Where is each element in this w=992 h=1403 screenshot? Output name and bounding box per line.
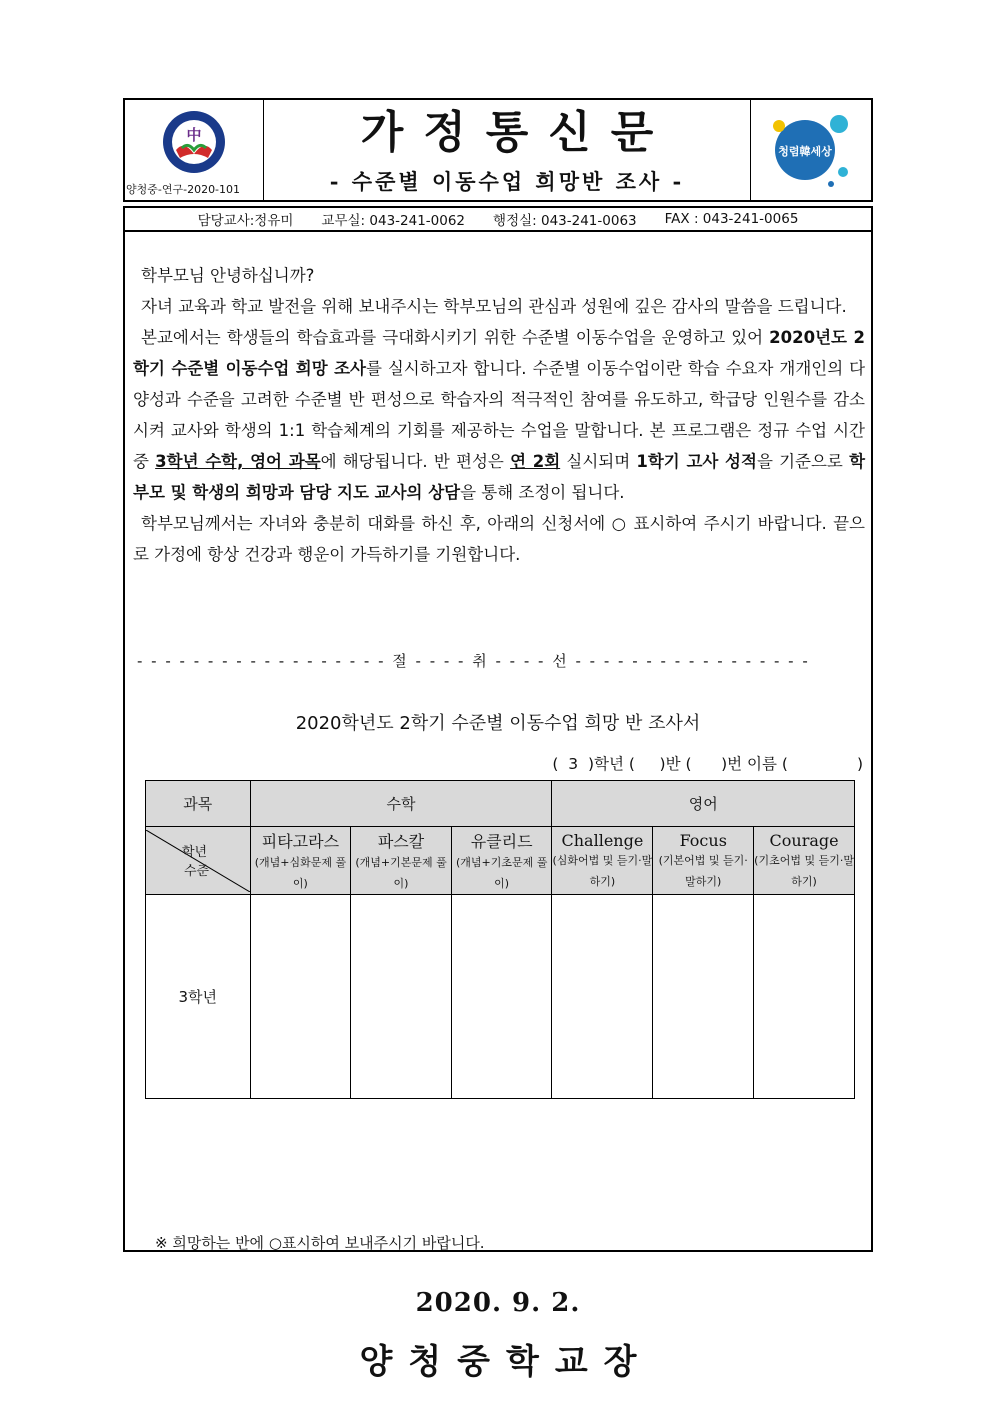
page-subtitle: - 수준별 이동수업 희망반 조사 - <box>329 169 685 194</box>
course-pascal: 파스칼 (개념+기본문제 풀이) <box>351 827 452 895</box>
choice-pascal[interactable] <box>351 895 452 1099</box>
frequency-highlight: 연 2회 <box>510 452 561 471</box>
survey-table <box>145 780 855 1099</box>
cut-line: - - - - - - - - - - - - - - - - - - 절 - - - - 취 - - - - 선 - - - - - - - - - - - - - - - - - <box>137 652 810 670</box>
doc-code: 양청중-연구-2020-101 <box>126 183 241 196</box>
document-frame <box>123 98 873 1382</box>
survey-highlight: 2020년도 2학기 수준별 이동수업 희망 조사 <box>133 328 865 378</box>
form-title: 2020학년도 2학기 수준별 이동수업 희망 반 조사서 <box>295 713 701 734</box>
office-phone: 교무실: 043-241-0062 <box>321 213 466 229</box>
paragraph-2: 본교에서는 학생들의 학습효과를 극대화시키기 위한 수준별 이동수업을 운영하고 있어 2020년도 2학기 수준별 이동수업 희망 조사를 실시하고자 합니다. 수준별 이동수업이란 학습 수요자 개개인의 다양성과 수준을 고려한 수준별 반 편성으로 학습자의 적극적인 참여를 유도하고, 학급당 인원수를 감소시켜 교사와 학생의 1:1 학습체계의 기회를 제공하는 수업을 말합니다. 본 프로그램은 정규 수업 시간 중 3학년 수학, 영어 과목에 해당됩니다. 반 편성은 연 2회 실시되며 1학기 고사 성적을 기준으로 학부모 및 학생의 희망과 담당 지도 교사의 상담을 통해 조정이 됩니다. <box>133 328 866 502</box>
teacher-label: 담당교사:정유미 <box>197 213 294 229</box>
choice-focus[interactable] <box>653 895 754 1099</box>
letter-body <box>133 260 865 570</box>
choice-pythagoras[interactable] <box>250 895 351 1099</box>
choice-challenge[interactable] <box>552 895 653 1099</box>
paragraph-3: 학부모님께서는 자녀와 충분히 대화를 하신 후, 아래의 신청서에 ○ 표시하여 주시기 바랍니다. 끝으로 가정에 항상 건강과 행운이 가득하기를 기원합니다. <box>133 514 865 564</box>
course-courage: Courage (기초어법 및 듣기·말하기) <box>754 827 855 895</box>
course-challenge: Challenge (심화어법 및 듣기·말하기) <box>552 827 653 895</box>
header <box>123 98 873 202</box>
choice-courage[interactable] <box>754 895 855 1099</box>
criteria-highlight: 1학기 고사 성적 <box>636 452 757 471</box>
fax-number: FAX : 043-241-0065 <box>664 211 799 227</box>
course-pythagoras: 피타고라스 (개념+심화문제 풀이) <box>250 827 351 895</box>
math-header: 수학 <box>250 781 552 827</box>
badge-text: 청렴韓세상 <box>778 145 832 158</box>
issue-date: 2020. 9. 2. <box>415 1288 581 1318</box>
english-header: 영어 <box>552 781 855 827</box>
consult-highlight: 학부모 및 학생의 희망과 담당 지도 교사의 상담 <box>133 452 866 502</box>
subject-highlight: 3학년 수학, 영어 과목 <box>155 452 321 471</box>
greeting: 학부모님 안녕하십니까? <box>141 266 315 285</box>
integrity-badge-icon <box>769 110 853 190</box>
diag-level-label: 수준 <box>184 863 210 879</box>
school-emblem-icon <box>162 110 226 174</box>
course-focus: Focus (기본어법 및 듣기·말하기) <box>653 827 754 895</box>
principal-signature: 양청중학교장 <box>359 1342 653 1382</box>
logo-cell <box>125 100 264 200</box>
course-euclid: 유클리드 (개념+기초문제 풀이) <box>451 827 552 895</box>
badge-cell <box>750 100 871 200</box>
student-info-line[interactable]: ( 3 )학년 ( )반 ( )번 이름 ( ) <box>552 755 863 773</box>
grade-3-label: 3학년 <box>146 895 251 1099</box>
title-cell <box>264 100 750 200</box>
diagonal-header <box>146 827 251 895</box>
body-box <box>123 232 873 1382</box>
diag-grade-label: 학년 <box>182 844 208 860</box>
subject-header: 과목 <box>146 781 251 827</box>
admin-phone: 행정실: 043-241-0063 <box>493 213 637 229</box>
emblem-char: 中 <box>186 126 202 144</box>
form-note: ※ 희망하는 반에 ○표시하여 보내주시기 바랍니다. <box>155 1234 485 1252</box>
paragraph-1: 자녀 교육과 학교 발전을 위해 보내주시는 학부모님의 관심과 성원에 깊은 감사의 말씀을 드립니다. <box>141 297 847 316</box>
page-title: 가정통신문 <box>360 107 674 158</box>
choice-euclid[interactable] <box>451 895 552 1099</box>
contact-bar <box>123 206 873 232</box>
